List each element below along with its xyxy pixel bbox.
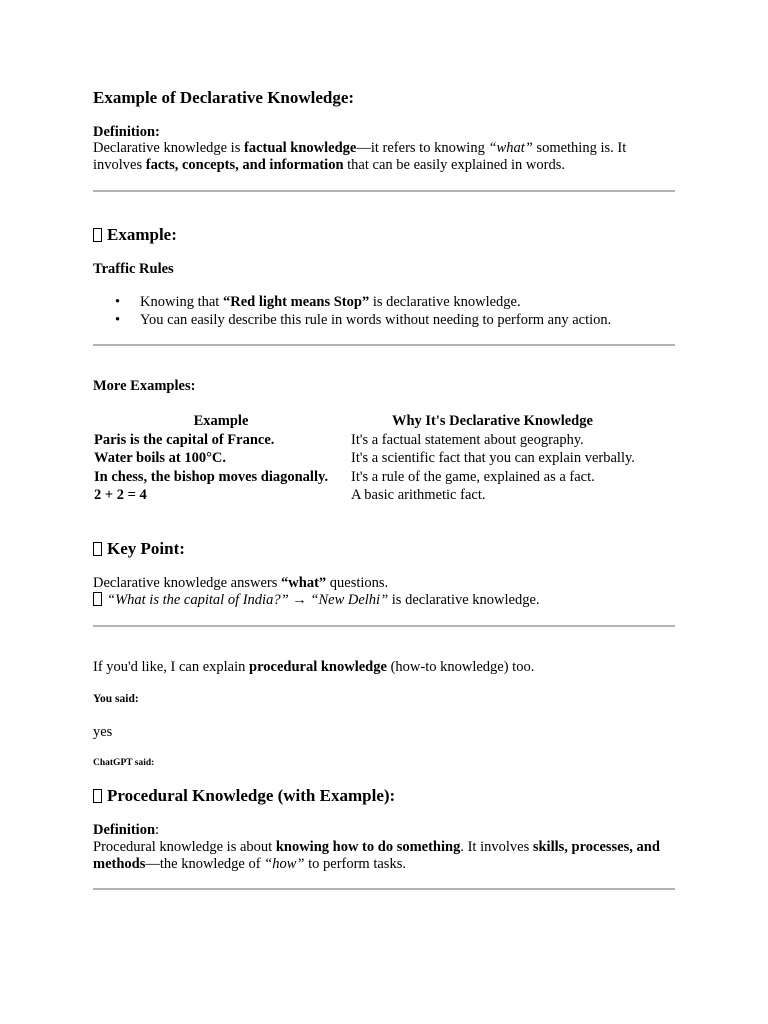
table-header-row bbox=[93, 412, 636, 431]
page-title: Example of Declarative Knowledge: bbox=[93, 88, 355, 107]
text-run: questions. bbox=[326, 575, 389, 591]
missing-glyph-icon bbox=[93, 228, 102, 242]
bold-run: “what” bbox=[281, 575, 327, 591]
table-cell: In chess, the bishop moves diagonally. bbox=[94, 468, 329, 485]
text-run: is declarative knowledge. bbox=[369, 294, 521, 310]
text-run: Declarative knowledge is bbox=[93, 140, 244, 156]
key-point-line bbox=[93, 575, 388, 592]
bold-run: “Red light means Stop” bbox=[222, 294, 370, 310]
example-heading-text: Example: bbox=[107, 225, 177, 244]
procedural-heading-text: Procedural Knowledge (with Example): bbox=[107, 786, 396, 805]
table-row bbox=[93, 431, 636, 450]
table-cell: It's a rule of the game, explained as a fact. bbox=[351, 468, 595, 485]
text-run: (how-to knowledge) too. bbox=[386, 659, 535, 675]
column-header: Example bbox=[193, 413, 249, 429]
divider bbox=[93, 625, 675, 627]
bold-run: knowing how to do something bbox=[275, 839, 461, 855]
text-run: —the knowledge of bbox=[145, 856, 265, 872]
column-header: Why It's Declarative Knowledge bbox=[391, 413, 593, 429]
key-point-heading-text: Key Point: bbox=[107, 539, 185, 558]
table-cell: A basic arithmetic fact. bbox=[351, 487, 486, 503]
text-run: is declarative knowledge. bbox=[388, 592, 540, 608]
key-point-example-line bbox=[93, 592, 540, 609]
text-run: . It involves bbox=[460, 839, 533, 855]
definition-label: Definition: bbox=[93, 124, 160, 140]
procedural-definition-label bbox=[93, 822, 159, 839]
traffic-rules-subheading: Traffic Rules bbox=[93, 261, 174, 277]
table-cell: 2 + 2 = 4 bbox=[94, 487, 147, 503]
text-run: : bbox=[155, 822, 160, 838]
list-item bbox=[93, 311, 611, 329]
key-point-heading bbox=[93, 539, 185, 559]
bold-run: Definition bbox=[93, 822, 156, 838]
text-run: something is. It involves bbox=[93, 140, 627, 173]
table-cell: It's a scientific fact that you can explain verbally. bbox=[351, 450, 635, 466]
text-run: to perform tasks. bbox=[304, 856, 406, 872]
examples-table bbox=[93, 412, 636, 505]
italic-run: “What is the capital of India?” bbox=[107, 592, 289, 608]
example-bullet-list bbox=[93, 293, 611, 329]
table-row bbox=[93, 468, 636, 487]
bold-run: facts, concepts, and information bbox=[145, 157, 344, 173]
list-item bbox=[93, 293, 611, 311]
arrow-icon: → bbox=[292, 592, 307, 608]
example-heading bbox=[93, 225, 177, 245]
user-message: yes bbox=[93, 724, 113, 740]
definition-paragraph bbox=[93, 140, 675, 174]
bullet-icon: • bbox=[115, 312, 121, 328]
table-row bbox=[93, 449, 636, 468]
procedural-heading bbox=[93, 786, 395, 806]
missing-glyph-icon bbox=[93, 592, 102, 606]
text-run: Procedural knowledge is about bbox=[93, 839, 276, 855]
divider bbox=[93, 190, 675, 192]
chatgpt-said-label: ChatGPT said: bbox=[93, 758, 155, 768]
table-cell: Paris is the capital of France. bbox=[94, 431, 275, 448]
text-run: You can easily describe this rule in words without needing to perform any action. bbox=[140, 312, 612, 328]
you-said-label: You said: bbox=[93, 693, 139, 705]
missing-glyph-icon bbox=[93, 789, 102, 803]
offer-line bbox=[93, 659, 534, 676]
table-cell: Water boils at 100°C. bbox=[94, 450, 227, 466]
missing-glyph-icon bbox=[93, 542, 102, 556]
text-run: Declarative knowledge answers bbox=[93, 575, 282, 591]
divider bbox=[93, 344, 675, 346]
text-run: If you'd like, I can explain bbox=[93, 659, 250, 675]
italic-run: “what” bbox=[488, 140, 533, 156]
italic-run: “New Delhi” bbox=[310, 592, 389, 608]
procedural-definition-paragraph bbox=[93, 839, 675, 873]
bold-run: factual knowledge bbox=[243, 140, 357, 156]
italic-run: “how” bbox=[264, 856, 305, 872]
bold-run: skills, processes, and methods bbox=[93, 839, 660, 872]
text-run: Knowing that bbox=[140, 294, 223, 310]
table-row bbox=[93, 486, 636, 505]
more-examples-heading: More Examples: bbox=[93, 378, 196, 394]
table-cell: It's a factual statement about geography. bbox=[351, 431, 584, 448]
text-run: that can be easily explained in words. bbox=[343, 157, 565, 173]
bullet-icon: • bbox=[115, 294, 121, 310]
divider bbox=[93, 888, 675, 890]
bold-run: procedural knowledge bbox=[249, 659, 387, 675]
text-run: —it refers to knowing bbox=[356, 140, 489, 156]
